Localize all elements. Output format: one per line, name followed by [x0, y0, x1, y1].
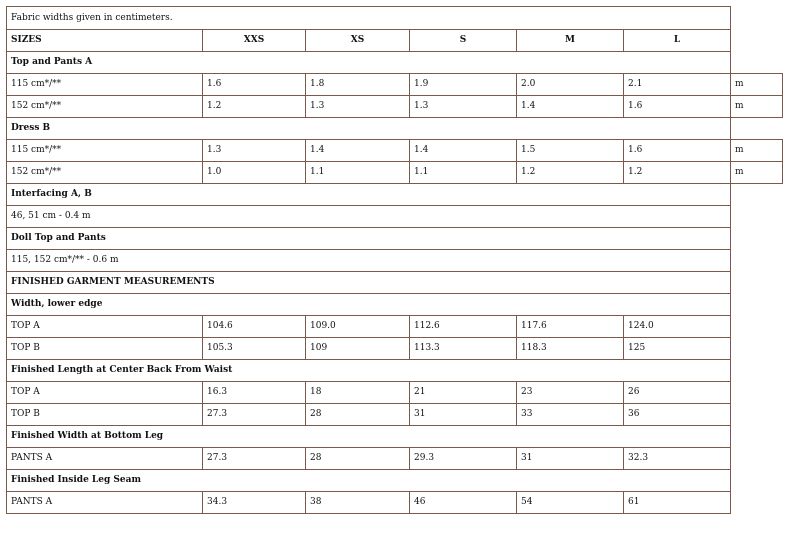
- size-value: 125: [623, 337, 731, 360]
- size-value: 16.3: [202, 381, 306, 404]
- section-title: Finished Width at Bottom Leg: [6, 425, 731, 448]
- size-value: 105.3: [202, 337, 306, 360]
- size-value: 1.5: [516, 139, 624, 162]
- size-value: 1.0: [202, 161, 306, 184]
- row-label: TOP A: [6, 315, 203, 338]
- size-value: 38: [305, 491, 410, 514]
- size-value: 32.3: [623, 447, 731, 470]
- row-label: TOP B: [6, 403, 203, 426]
- section-text: 46, 51 cm - 0.4 m: [6, 205, 731, 228]
- size-value: 117.6: [516, 315, 624, 338]
- fabric-requirements-table: [6, 6, 783, 548]
- section-title: Width, lower edge: [6, 293, 731, 316]
- size-value: 23: [516, 381, 624, 404]
- row-label: 152 cm*/**: [6, 161, 203, 184]
- size-value: 1.4: [516, 95, 624, 118]
- size-value: 34.3: [202, 491, 306, 514]
- section-title: Finished Inside Leg Seam: [6, 469, 731, 492]
- size-value: 124.0: [623, 315, 731, 338]
- size-value: 26: [623, 381, 731, 404]
- size-value: 2.1: [623, 73, 731, 96]
- size-value: 1.6: [623, 139, 731, 162]
- section-title: Top and Pants A: [6, 51, 731, 74]
- size-value: 112.6: [409, 315, 517, 338]
- size-value: 28: [305, 403, 410, 426]
- section-title: Dress B: [6, 117, 731, 140]
- table-note: Fabric widths given in centimeters.: [6, 6, 731, 30]
- row-label: PANTS A: [6, 491, 203, 514]
- size-value: 27.3: [202, 403, 306, 426]
- section-title: Finished Length at Center Back From Waist: [6, 359, 731, 382]
- size-value: 109.0: [305, 315, 410, 338]
- size-header-l: L: [623, 29, 731, 52]
- size-value: 31: [409, 403, 517, 426]
- size-value: 1.1: [305, 161, 410, 184]
- size-value: 1.4: [305, 139, 410, 162]
- sizes-header: SIZES: [6, 29, 203, 52]
- size-value: 113.3: [409, 337, 517, 360]
- size-value: 1.6: [623, 95, 731, 118]
- size-value: 1.8: [305, 73, 410, 96]
- size-value: 36: [623, 403, 731, 426]
- section-title: Doll Top and Pants: [6, 227, 731, 250]
- size-value: 27.3: [202, 447, 306, 470]
- size-value: 46: [409, 491, 517, 514]
- size-value: 29.3: [409, 447, 517, 470]
- size-value: 28: [305, 447, 410, 470]
- size-value: 1.2: [623, 161, 731, 184]
- size-header-s: S: [409, 29, 517, 52]
- size-value: 18: [305, 381, 410, 404]
- size-value: 118.3: [516, 337, 624, 360]
- size-value: 1.3: [409, 95, 517, 118]
- size-value: 1.3: [202, 139, 306, 162]
- row-label: 115 cm*/**: [6, 139, 203, 162]
- row-label: 115 cm*/**: [6, 73, 203, 96]
- size-header-m: M: [516, 29, 624, 52]
- size-value: 104.6: [202, 315, 306, 338]
- size-value: 33: [516, 403, 624, 426]
- size-value: 61: [623, 491, 731, 514]
- size-value: 31: [516, 447, 624, 470]
- unit-cell: m: [730, 95, 783, 118]
- size-value: 1.2: [202, 95, 306, 118]
- section-text: 115, 152 cm*/** - 0.6 m: [6, 249, 731, 272]
- size-value: 1.2: [516, 161, 624, 184]
- size-value: 1.1: [409, 161, 517, 184]
- row-label: 152 cm*/**: [6, 95, 203, 118]
- size-value: 1.6: [202, 73, 306, 96]
- size-value: 21: [409, 381, 517, 404]
- row-label: PANTS A: [6, 447, 203, 470]
- size-value: 1.3: [305, 95, 410, 118]
- size-value: 1.9: [409, 73, 517, 96]
- measurements-title: FINISHED GARMENT MEASUREMENTS: [6, 271, 731, 294]
- size-value: 54: [516, 491, 624, 514]
- unit-cell: m: [730, 161, 783, 184]
- section-title: Interfacing A, B: [6, 183, 731, 206]
- size-value: 2.0: [516, 73, 624, 96]
- size-header-xxs: XXS: [202, 29, 306, 52]
- row-label: TOP A: [6, 381, 203, 404]
- size-header-xs: XS: [305, 29, 410, 52]
- unit-cell: m: [730, 139, 783, 162]
- size-value: 1.4: [409, 139, 517, 162]
- row-label: TOP B: [6, 337, 203, 360]
- unit-cell: m: [730, 73, 783, 96]
- size-value: 109: [305, 337, 410, 360]
